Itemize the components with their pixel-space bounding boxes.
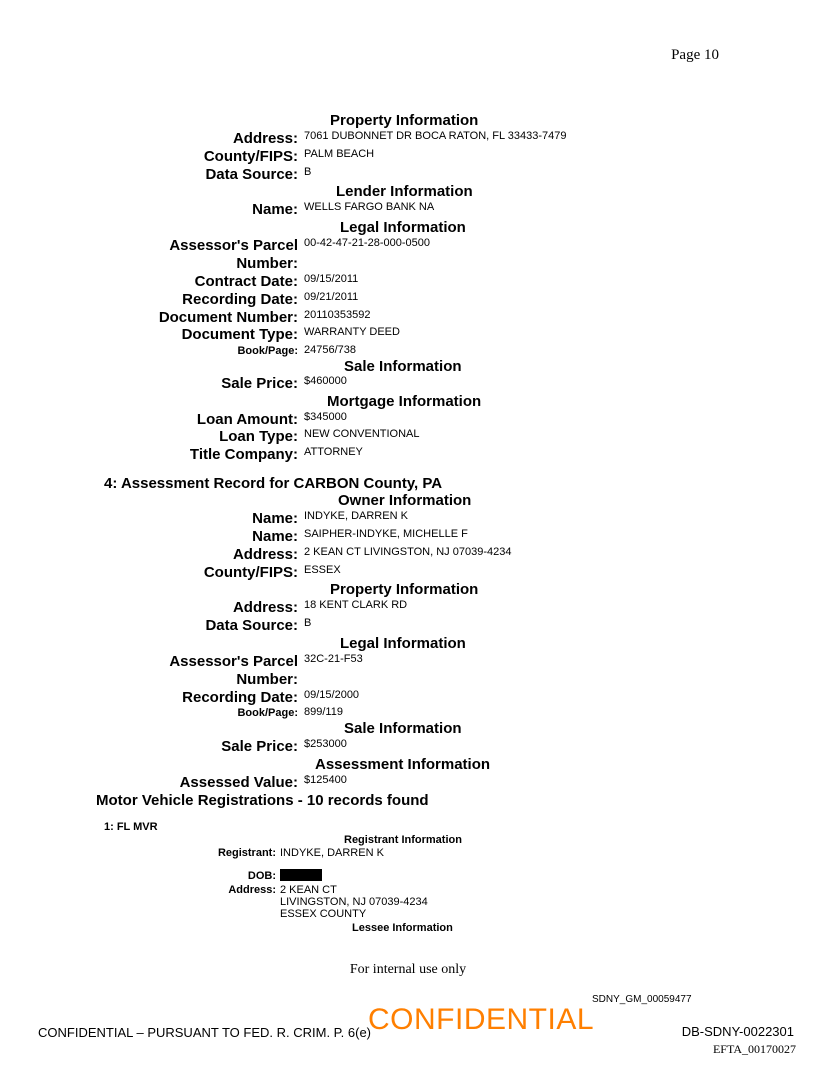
county-label: County/FIPS:: [203, 148, 298, 165]
dob-label: DOB:: [247, 870, 276, 882]
apn-value: 00-42-47-21-28-000-0500: [304, 237, 430, 249]
internal-use-note: For internal use only: [349, 962, 467, 977]
loan-type-label: Loan Type:: [219, 428, 298, 445]
owner-county-value: ESSEX: [304, 564, 341, 576]
mvr-record-title: 1: FL MVR: [104, 821, 158, 833]
apn-label: Assessor's Parcel: [169, 237, 298, 254]
bates-number-top: SDNY_GM_00059477: [592, 994, 692, 1005]
apn-label-number: Number:: [236, 255, 298, 272]
owner-county-label: County/FIPS:: [203, 564, 298, 581]
owner-address-value: 2 KEAN CT LIVINGSTON, NJ 07039-4234: [304, 546, 512, 558]
apn-label-2: Assessor's Parcel: [169, 653, 298, 670]
lender-name-label: Name:: [252, 201, 298, 218]
legal-info-header: Legal Information: [340, 219, 466, 236]
data-source-value-2: B: [304, 617, 312, 629]
document-type-label: Document Type:: [181, 326, 298, 343]
lender-info-header: Lender Information: [336, 183, 473, 200]
mvr-address-line3: ESSEX COUNTY: [280, 908, 367, 920]
sale-price-label-2: Sale Price:: [221, 738, 298, 755]
mvr-address-line2: LIVINGSTON, NJ 07039-4234: [280, 896, 428, 908]
book-page-value: 24756/738: [304, 344, 356, 356]
title-company-value: ATTORNEY: [304, 446, 363, 458]
owner-name-value: INDYKE, DARREN K: [304, 510, 408, 522]
title-company-label: Title Company:: [189, 446, 298, 463]
property-info-header: Property Information: [330, 112, 479, 129]
contract-date-label: Contract Date:: [194, 273, 298, 290]
owner-address-label: Address:: [232, 546, 298, 563]
property-address-value: 18 KENT CLARK RD: [304, 599, 408, 611]
recording-date-label: Recording Date:: [182, 291, 298, 308]
sale-price-label: Sale Price:: [221, 375, 298, 392]
loan-amount-value: $345000: [304, 411, 347, 423]
page-number: Page 10: [671, 47, 719, 63]
sale-info-header-2: Sale Information: [344, 720, 462, 737]
assessment-info-header: Assessment Information: [315, 756, 491, 773]
book-page-label-2: Book/Page:: [237, 707, 298, 719]
recording-date-label-2: Recording Date:: [182, 689, 298, 706]
loan-type-value: NEW CONVENTIONAL: [304, 428, 420, 440]
lender-name-value: WELLS FARGO BANK NA: [304, 201, 435, 213]
dob-redacted: [280, 869, 322, 881]
contract-date-value: 09/15/2011: [304, 273, 359, 285]
registrant-label: Registrant:: [217, 847, 276, 859]
owner-name2-value: SAIPHER-INDYKE, MICHELLE F: [304, 528, 468, 540]
document-number-label: Document Number:: [158, 309, 298, 326]
registrant-value: INDYKE, DARREN K: [280, 847, 384, 859]
mortgage-info-header: Mortgage Information: [327, 393, 482, 410]
assessment-record-title: 4: Assessment Record for CARBON County, PA: [104, 475, 443, 492]
mvr-address-line1: 2 KEAN CT: [280, 884, 337, 896]
document-number-value: 20110353592: [304, 309, 371, 321]
legal-info-header-2: Legal Information: [340, 635, 466, 652]
mvr-address-label: Address:: [228, 884, 276, 896]
address-value: 7061 DUBONNET DR BOCA RATON, FL 33433-7479: [304, 130, 567, 142]
data-source-label-2: Data Source:: [205, 617, 298, 634]
registrant-info-header: Registrant Information: [344, 834, 462, 846]
recording-date-value-2: 09/15/2000: [304, 689, 360, 701]
data-source-value: B: [304, 166, 312, 178]
address-label: Address:: [232, 130, 298, 147]
sale-price-value-2: $253000: [304, 738, 347, 750]
owner-name-label: Name:: [252, 510, 298, 527]
redaction-box: [280, 869, 322, 881]
book-page-label: Book/Page:: [237, 345, 298, 357]
property-address-label: Address:: [232, 599, 298, 616]
bates-number-mid: DB-SDNY-0022301: [681, 1024, 794, 1039]
sale-price-value: $460000: [304, 375, 347, 387]
sale-info-header: Sale Information: [344, 358, 462, 375]
confidential-stamp: CONFIDENTIAL: [368, 1003, 595, 1036]
county-value: PALM BEACH: [304, 148, 375, 160]
mvr-section-title: Motor Vehicle Registrations - 10 records found: [96, 792, 429, 809]
owner-name2-label: Name:: [252, 528, 298, 545]
apn-value-2: 32C-21-F53: [304, 653, 363, 665]
document-type-value: WARRANTY DEED: [304, 326, 400, 338]
legal-notice: CONFIDENTIAL – PURSUANT TO FED. R. CRIM. P. 6(e): [38, 1025, 372, 1040]
lessee-info-header: Lessee Information: [352, 922, 453, 934]
assessed-value-label: Assessed Value:: [179, 774, 298, 791]
apn-label-number-2: Number:: [236, 671, 298, 688]
owner-info-header: Owner Information: [338, 492, 472, 509]
loan-amount-label: Loan Amount:: [196, 411, 298, 428]
bates-number-bottom: EFTA_00170027: [712, 1042, 796, 1056]
recording-date-value: 09/21/2011: [304, 291, 359, 303]
data-source-label: Data Source:: [205, 166, 298, 183]
assessed-value-value: $125400: [304, 774, 347, 786]
property-info-header-2: Property Information: [330, 581, 479, 598]
book-page-value-2: 899/119: [304, 706, 343, 718]
